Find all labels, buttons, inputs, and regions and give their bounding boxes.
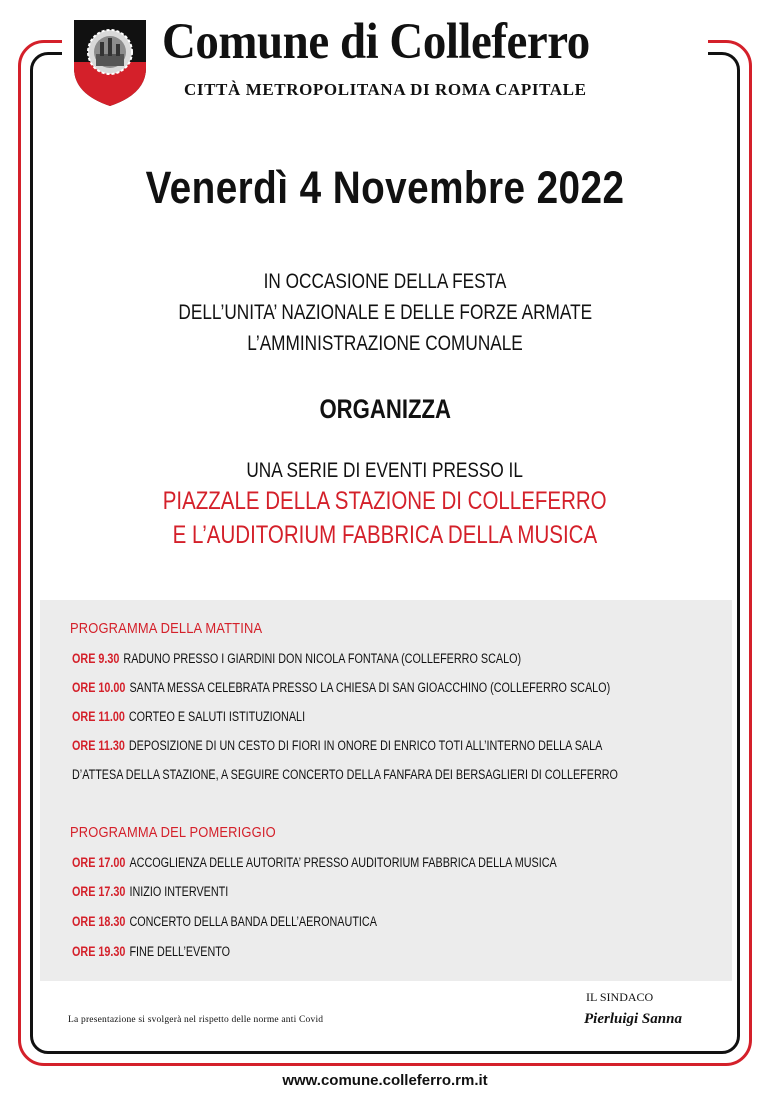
schedule-text: ACCOGLIENZA DELLE AUTORITA’ PRESSO AUDITORIUM FABBRICA DELLA MUSICA bbox=[129, 855, 557, 870]
schedule-time: ORE 18.30 bbox=[72, 914, 126, 929]
schedule-text: CORTEO E SALUTI ISTITUZIONALI bbox=[128, 709, 306, 724]
page-subtitle: CITTÀ METROPOLITANA DI ROMA CAPITALE bbox=[184, 80, 587, 99]
schedule-text: CONCERTO DELLA BANDA DELL’AERONAUTICA bbox=[129, 914, 377, 929]
organize-heading bbox=[0, 392, 770, 426]
event-location bbox=[0, 484, 770, 552]
organize-text: ORGANIZZA bbox=[319, 394, 451, 424]
schedule-text: FINE DELL’EVENTO bbox=[129, 944, 231, 959]
afternoon-program-title: PROGRAMMA DEL POMERIGGIO bbox=[70, 824, 276, 841]
schedule-time: ORE 10.00 bbox=[72, 680, 126, 695]
covid-note: La presentazione si svolgerà nel rispetto delle norme anti Covid bbox=[68, 1015, 324, 1025]
schedule-time: ORE 19.30 bbox=[72, 944, 126, 959]
schedule-time: ORE 17.30 bbox=[72, 884, 126, 899]
schedule-continuation: D’ATTESA DELLA STAZIONE, A SEGUIRE CONCERTO DELLA FANFARA DEI BERSAGLIERI DI COLLEFERRO bbox=[72, 767, 618, 782]
colleferro-crest-icon bbox=[70, 16, 150, 108]
schedule-time: ORE 11.00 bbox=[72, 709, 125, 724]
schedule-row bbox=[72, 855, 557, 870]
schedule-row bbox=[72, 738, 602, 753]
schedule-time: ORE 11.30 bbox=[72, 738, 125, 753]
intro-block bbox=[0, 266, 770, 359]
events-intro bbox=[0, 456, 770, 486]
schedule-time: ORE 9.30 bbox=[72, 651, 120, 666]
schedule-row bbox=[72, 680, 610, 695]
intro-line-1: IN OCCASIONE DELLA FESTA bbox=[263, 270, 507, 293]
event-date: Venerdì 4 Novembre 2022 bbox=[145, 162, 625, 213]
schedule-text: RADUNO PRESSO I GIARDINI DON NICOLA FONTANA (COLLEFERRO SCALO) bbox=[123, 651, 522, 666]
location-line-2: E L’AUDITORIUM FABBRICA DELLA MUSICA bbox=[172, 521, 598, 549]
schedule-text: SANTA MESSA CELEBRATA PRESSO LA CHIESA DI SAN GIOACCHINO (COLLEFERRO SCALO) bbox=[129, 680, 611, 695]
schedule-text: INIZIO INTERVENTI bbox=[129, 884, 229, 899]
schedule-row bbox=[72, 651, 521, 666]
footer-website-link[interactable]: www.comune.colleferro.rm.it bbox=[282, 1072, 488, 1089]
schedule-time: ORE 17.00 bbox=[72, 855, 126, 870]
mayor-label: IL SINDACO bbox=[586, 990, 654, 1004]
page-title: Comune di Colleferro bbox=[162, 14, 590, 70]
morning-program-title: PROGRAMMA DELLA MATTINA bbox=[70, 620, 263, 637]
schedule-text: DEPOSIZIONE DI UN CESTO DI FIORI IN ONORE DI ENRICO TOTI ALL’INTERNO DELLA SALA bbox=[128, 738, 603, 753]
schedule-row bbox=[72, 884, 228, 899]
intro-line-3: L’AMMINISTRAZIONE COMUNALE bbox=[247, 332, 523, 355]
schedule-row bbox=[72, 709, 305, 724]
schedule-row bbox=[72, 944, 230, 959]
location-line-1: PIAZZALE DELLA STAZIONE DI COLLEFERRO bbox=[163, 487, 607, 515]
events-intro-text: UNA SERIE DI EVENTI PRESSO IL bbox=[246, 459, 524, 482]
mayor-name: Pierluigi Sanna bbox=[584, 1011, 682, 1027]
schedule-row bbox=[72, 914, 377, 929]
intro-line-2: DELL’UNITA’ NAZIONALE E DELLE FORZE ARMATE bbox=[178, 301, 592, 324]
